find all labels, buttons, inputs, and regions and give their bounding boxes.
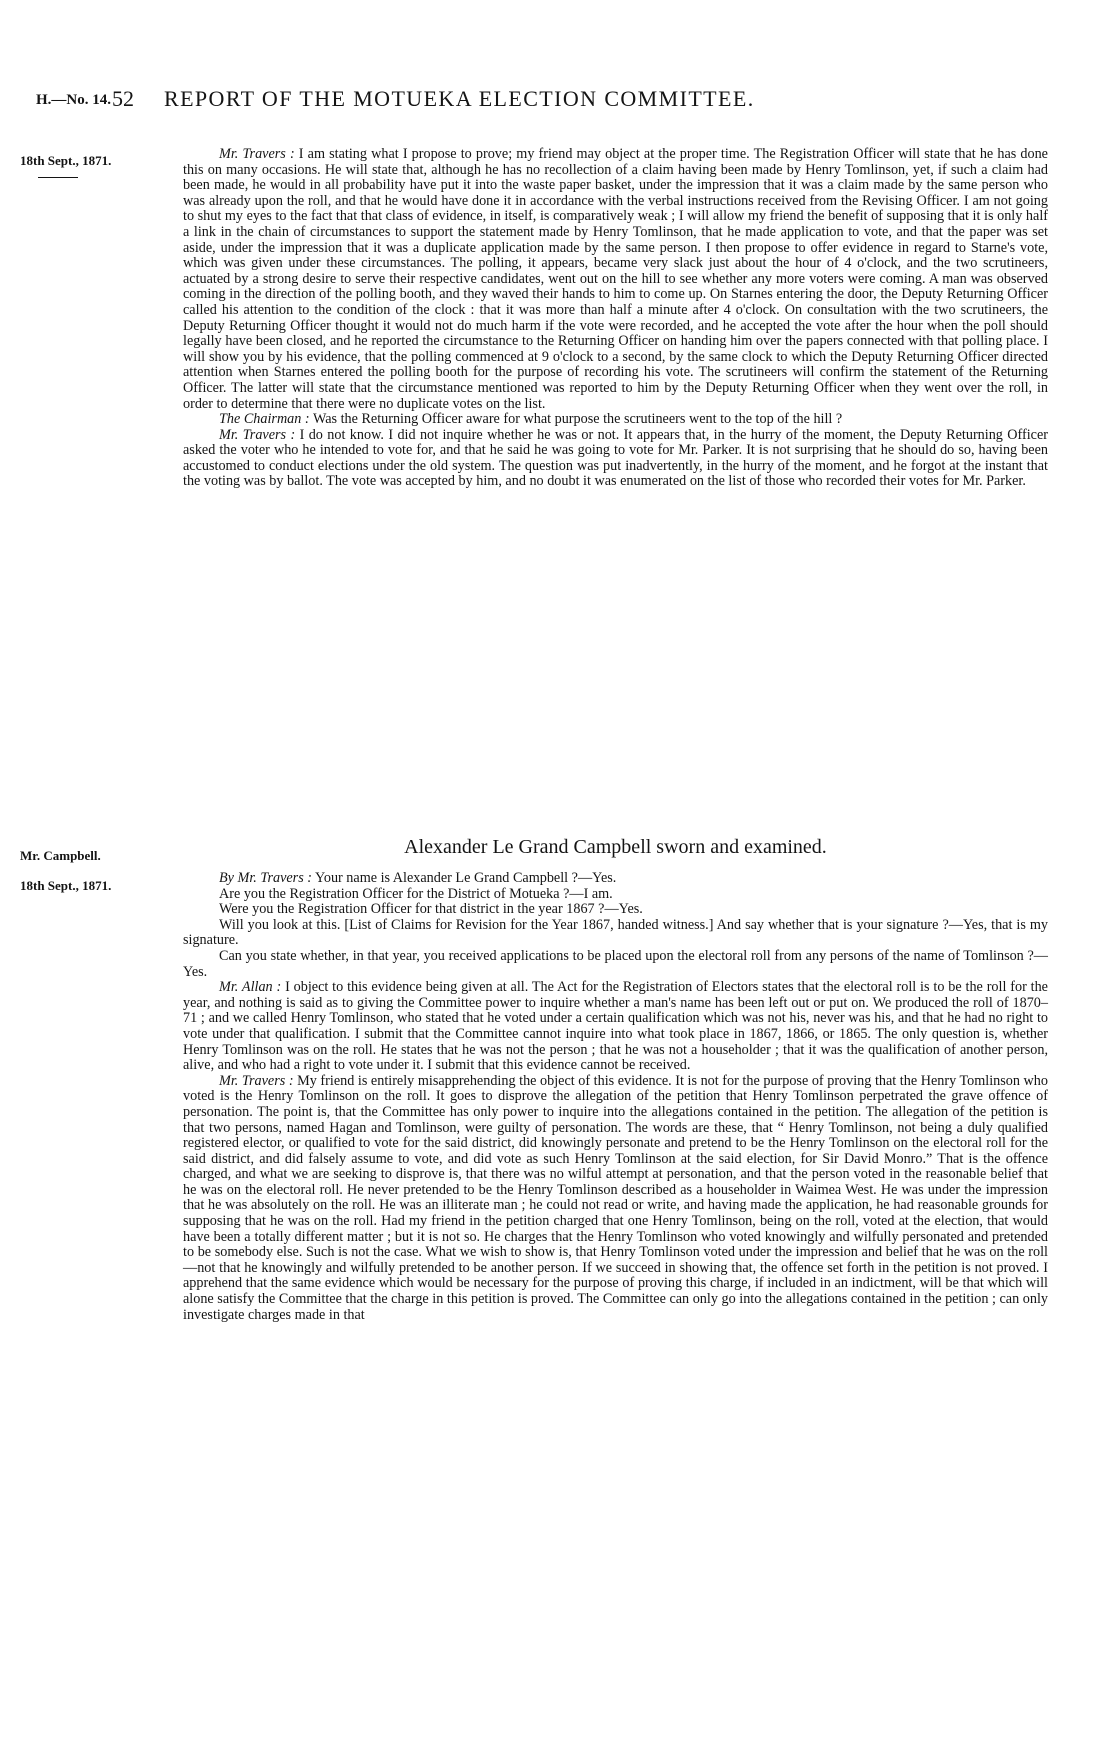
page-title: REPORT OF THE MOTUEKA ELECTION COMMITTEE. xyxy=(164,86,755,111)
margin-date-1 xyxy=(20,153,160,178)
sworn-heading: Alexander Le Grand Campbell sworn and examined. xyxy=(404,836,827,858)
margin-date-text: 18th Sept., 1871. xyxy=(20,878,112,893)
paragraph xyxy=(183,1074,1048,1324)
page-header xyxy=(30,86,1090,116)
paragraph xyxy=(183,147,1048,412)
paragraph-text: I object to this evidence being given at all. The Act for the Registration of Electors states that the electoral roll is to be the roll for the year, and nothing is said as to giving the Committee power to inquire whether a man's name has been left out or put on. We produced the roll of 1870–71 ; and we called Henry Tomlinson, who stated that he voted under a certain qualification which was not his, never was his, and that he had no right to vote under that qualification. I submit that the Committee cannot inquire into what took place in 1867, 1866, or 1865. The only question is, whether Henry Tomlinson was on the roll. He states that he was not the person ; that he was not a householder ; that it was the qualification of another person, alive, and who had a right to vote under it. I submit that this evidence cannot be received. xyxy=(183,979,1048,1074)
margin-date-2 xyxy=(20,878,160,894)
paragraph xyxy=(183,887,1048,903)
speaker: Mr. Travers : xyxy=(219,146,295,162)
speaker: The Chairman : xyxy=(219,411,310,428)
paragraph-text: I do not know. I did not inquire whether he was or not. It appears that, in the hurry of the moment, the Deputy Returning Officer asked the voter who he intended to vote for, and that he said he was going to vote for Mr. Parker. It is not surprising that he should do so, having been accustomed to conduct elections under the old system. The question was put inadvertently, in the hurry of the moment, and he forgot at the instant that the voting was by ballot. The vote was accepted by him, and no doubt it was enumerated on the list of those who recorded their votes for Mr. Parker. xyxy=(183,426,1048,490)
paragraph xyxy=(183,871,1048,887)
paragraph-text: Was the Returning Officer aware for what purpose the scrutineers went to the top of the hill ? xyxy=(309,411,843,428)
testimony-section-1 xyxy=(183,147,1048,490)
page-number: 52 xyxy=(112,86,134,111)
paragraph-text: My friend is entirely misapprehending the object of this evidence. It is not for the purpose of proving that the Henry Tomlinson who voted is the Henry Tomlinson on the roll. It goes to disprove the allegation of the petition that Henry Tomlinson perpetrated the grave offence of personation. The point is, that the Committee has only power to inquire into the allegations contained in the petition. The allegation of the petition is that two persons, named Hagan and Tomlinson, were guilty of personation. The words are these, that “ Henry Tomlinson, not being a duly qualified registered elector, or qualified to vote for the said district, did knowingly personate and pretend to be the Henry Tomlinson on the electoral roll for the said district, and did falsely assume to vote, and did vote as such Henry Tomlinson at the said election, for Sir David Monro.” That is the offence charged, and what we are seeking to disprove is, that there was no wilful attempt at personation, and that the person voted in the reasonable belief that he was on the electoral roll. He never pretended to be the Henry Tomlinson described as a householder in Waimea West. He was under the impression that he was absolutely on the roll. He was an illiterate man ; he could not read or write, and having made the application, he had reasonable grounds for supposing that he was on the roll. Had my friend in the petition charged that one Henry Tomlinson, being on the roll, voted at the election, that would have been a totally different matter ; but it is not so. He charges that the Henry Tomlinson who voted knowingly and wilfully personated and pretended to be somebody else. Such is not the case. What we wish to show is, that Henry Tomlinson voted under the impression and belief that he was on the roll—not that he knowingly and wilfully pretended to be another person. If we succeed in showing that, the offence set forth in the petition is not proved. I apprehend that the same evidence which would be necessary for the purpose of proving this charge, if included in an indictment, will be that which will alone satisfy the Committee that the charge in this petition is proved. The Committee can only go into the allegations contained in the petition ; can only investigate charges made in that xyxy=(183,1072,1048,1323)
paragraph-text: I am stating what I propose to prove; my friend may object at the proper time. The Registration Officer will state that he has done this on many occasions. He will state that, although he has no recollection of a claim having been made by Henry Tomlinson, yet, if such a claim had been made, he would in all probability have put it into the waste paper basket, under the impression that it was a claim made by the same person who was already upon the roll, and that he would have done it in accordance with the verbal instructions received from the Revising Officer. I am not going to shut my eyes to the fact that that class of evidence, in itself, is comparatively weak ; I will allow my friend the benefit of supposing that it is only half a link in the chain of circumstances to support the statement made by Henry Tomlinson, that he made application to vote, and that the paper was set aside, under the impression that it was a duplicate application made by the same person. I then propose to offer evidence in regard to Starne's vote, which was given under these circumstances. The polling, it appears, became very slack just about the hour of 4 o'clock, and the two scrutineers, actuated by a strong desire to serve their respective candidates, went out on the hill to see whether any more voters were coming. A man was observed coming in the direction of the polling booth, and they waved their hands to him to come up. On Starnes entering the door, the Deputy Returning Officer called his attention to the condition of the clock : that it was more than half a minute after 4 o'clock. On consultation with the two scrutineers, the Deputy Returning Officer thought it would not do much harm if the vote were recorded, and he accepted the vote after the hour when the poll should legally have been closed, and he reported the circumstance to the Returning Officer on handing him over the papers connected with that polling place. I will show you by his evidence, that the polling commenced at 9 o'clock to a second, by the same clock to which the Deputy Returning Officer directed attention when Starnes entered the polling booth for the purpose of recording his vote. The scrutineers will confirm the statement of the Returning Officer. The latter will state that the circumstance mentioned was reported to him by the Deputy Returning Officer when they went over the roll, in order to determine that there were no duplicate votes on the list. xyxy=(183,146,1048,412)
margin-witness-text: Mr. Campbell. xyxy=(20,848,101,863)
paragraph xyxy=(183,428,1048,490)
margin-date-text: 18th Sept., 1871. xyxy=(20,153,112,168)
paragraph-text: Are you the Registration Officer for the District of Motueka ?—I am. xyxy=(219,885,613,902)
paragraph xyxy=(183,412,1048,428)
paragraph xyxy=(183,980,1048,1074)
testimony-section-2 xyxy=(183,871,1048,1323)
margin-rule xyxy=(38,177,78,178)
paragraph xyxy=(183,918,1048,949)
paragraph xyxy=(183,902,1048,918)
speaker: By Mr. Travers : xyxy=(219,870,312,886)
paragraph xyxy=(183,949,1048,980)
margin-witness xyxy=(20,848,160,864)
paragraph-text: Will you look at this. [List of Claims for Revision for the Year 1867, handed witness.] And say whether that is your signature ?—Yes, that is my signature. xyxy=(183,916,1048,949)
speaker: Mr. Travers : xyxy=(219,426,296,443)
document-reference: H.—No. 14. xyxy=(36,92,111,108)
paragraph-text: Can you state whether, in that year, you received applications to be placed upon the electoral roll from any persons of the name of Tomlinson ?—Yes. xyxy=(183,947,1048,980)
speaker: Mr. Allan : xyxy=(219,979,282,996)
paragraph-text: Your name is Alexander Le Grand Campbell ?—Yes. xyxy=(312,870,617,886)
speaker: Mr. Travers : xyxy=(219,1072,294,1089)
paragraph-text: Were you the Registration Officer for that district in the year 1867 ?—Yes. xyxy=(219,901,643,918)
